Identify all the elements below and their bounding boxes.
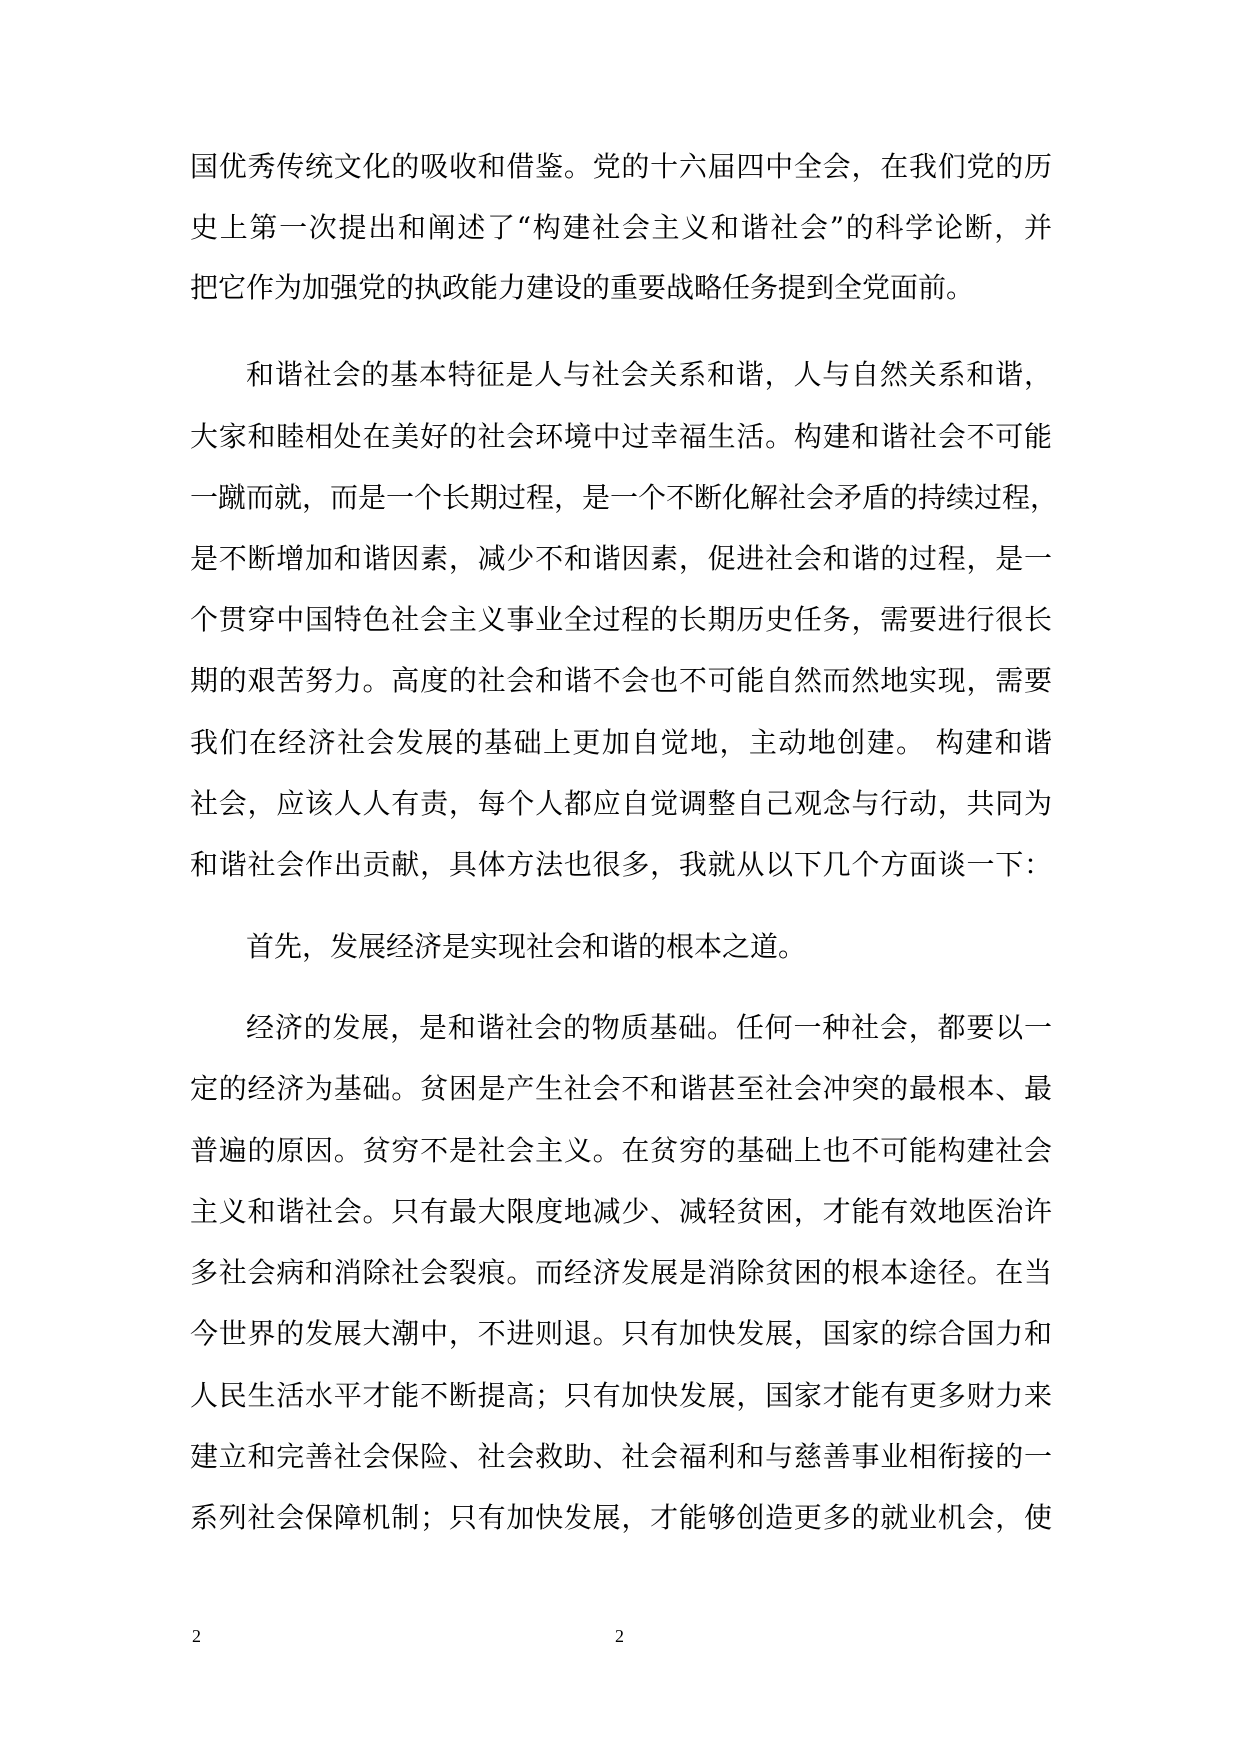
text-line: 是不断增加和谐因素，减少不和谐因素，促进社会和谐的过程，是一: [190, 542, 1052, 575]
text-line: 社会，应该人人有责，每个人都应自觉调整自己观念与行动，共同为: [190, 787, 1052, 820]
text-line: 主义和谐社会。只有最大限度地减少、减轻贫困，才能有效地医治许: [190, 1195, 1052, 1228]
footer-page-number-left: 2: [192, 1626, 201, 1646]
text-line: 建立和完善社会保险、社会救助、社会福利和与慈善事业相衔接的一: [190, 1440, 1052, 1473]
text-line: 和谐社会作出贡献，具体方法也很多，我就从以下几个方面谈一下：: [190, 848, 1052, 881]
text-line: 今世界的发展大潮中，不进则退。只有加快发展，国家的综合国力和: [190, 1317, 1052, 1350]
section-heading-line: 首先，发展经济是实现社会和谐的根本之道。: [246, 930, 807, 963]
text-line: 期的艰苦努力。高度的社会和谐不会也不可能自然而然地实现，需要: [190, 664, 1052, 697]
text-line: 史上第一次提出和阐述了“构建社会主义和谐社会”的科学论断，并: [190, 211, 1052, 244]
text-line: 普遍的原因。贫穷不是社会主义。在贫穷的基础上也不可能构建社会: [190, 1134, 1052, 1167]
paragraph-first-line: 和谐社会的基本特征是人与社会关系和谐，人与自然关系和谐，: [246, 358, 1052, 391]
text-line: 我们在经济社会发展的基础上更加自觉地，主动地创建。 构建和谐: [190, 726, 1052, 759]
footer-page-number-center: 2: [615, 1626, 624, 1646]
text-line: 系列社会保障机制；只有加快发展，才能够创造更多的就业机会，使: [190, 1501, 1052, 1534]
text-line: 定的经济为基础。贫困是产生社会不和谐甚至社会冲突的最根本、最: [190, 1072, 1052, 1105]
text-line: 个贯穿中国特色社会主义事业全过程的长期历史任务，需要进行很长: [190, 603, 1052, 636]
text-line: 国优秀传统文化的吸收和借鉴。党的十六届四中全会，在我们党的历: [190, 150, 1052, 183]
text-line: 大家和睦相处在美好的社会环境中过幸福生活。构建和谐社会不可能: [190, 420, 1052, 453]
text-line: 一蹴而就，而是一个长期过程，是一个不断化解社会矛盾的持续过程，: [190, 481, 1059, 514]
text-line: 多社会病和消除社会裂痕。而经济发展是消除贫困的根本途径。在当: [190, 1256, 1052, 1289]
paragraph-first-line: 经济的发展，是和谐社会的物质基础。任何一种社会，都要以一: [246, 1011, 1052, 1044]
text-line: 人民生活水平才能不断提高；只有加快发展，国家才能有更多财力来: [190, 1379, 1052, 1412]
text-line: 把它作为加强党的执政能力建设的重要战略任务提到全党面前。: [190, 271, 975, 304]
